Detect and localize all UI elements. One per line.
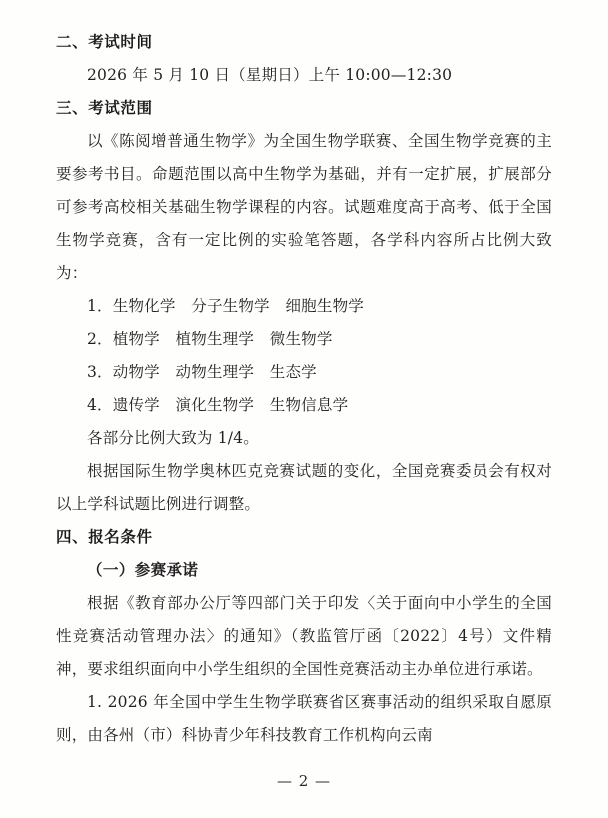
page-number: — 2 — xyxy=(276,772,332,790)
document-body xyxy=(56,26,552,752)
commitment-paragraph: 根据《教育部办公厅等四部门关于印发〈关于面向中小学生的全国性竞赛活动管理办法〉的通知》（教监管厅函〔2022〕4号）文件精神，要求组织面向中小学生组织的全国性竞赛活动主办单位进行承诺。 xyxy=(56,594,552,678)
scope-item-1: 1．生物化学 分子生物学 细胞生物学 xyxy=(87,297,364,315)
section-heading-exam-time: 二、考试时间 xyxy=(56,33,153,51)
scope-item-2: 2．植物学 植物生理学 微生物学 xyxy=(87,330,333,348)
section-heading-exam-scope: 三、考试范围 xyxy=(56,99,153,117)
section-heading-registration: 四、报名条件 xyxy=(56,528,153,546)
scope-adjustment-paragraph: 根据国际生物学奥林匹克竞赛试题的变化，全国竞赛委员会有权对以上学科试题比例进行调整。 xyxy=(56,462,552,513)
commitment-item-1: 1. 2026 年全国中学生生物学联赛省区赛事活动的组织采取自愿原则，由各州（市）科协青少年科技教育工作机构向云南 xyxy=(56,693,552,744)
exam-scope-paragraph: 以《陈阅增普通生物学》为全国生物学联赛、全国生物学竞赛的主要参考书目。命题范围以高中生物学为基础，并有一定扩展，扩展部分可参考高校相关基础生物学课程的内容。试题难度高于高考、低于全国生物学竞赛，含有一定比例的实验笔答题，各学科内容所占比例大致为： xyxy=(56,132,552,282)
exam-time-detail: 2026 年 5 月 10 日（星期日）上午 10:00—12:30 xyxy=(87,66,453,84)
subsection-heading-commitment: （一）参赛承诺 xyxy=(87,561,199,579)
scope-ratio-note: 各部分比例大致为 1/4。 xyxy=(87,429,259,447)
scope-item-4: 4．遗传学 演化生物学 生物信息学 xyxy=(87,396,349,414)
scope-item-3: 3．动物学 动物生理学 生态学 xyxy=(87,363,317,381)
